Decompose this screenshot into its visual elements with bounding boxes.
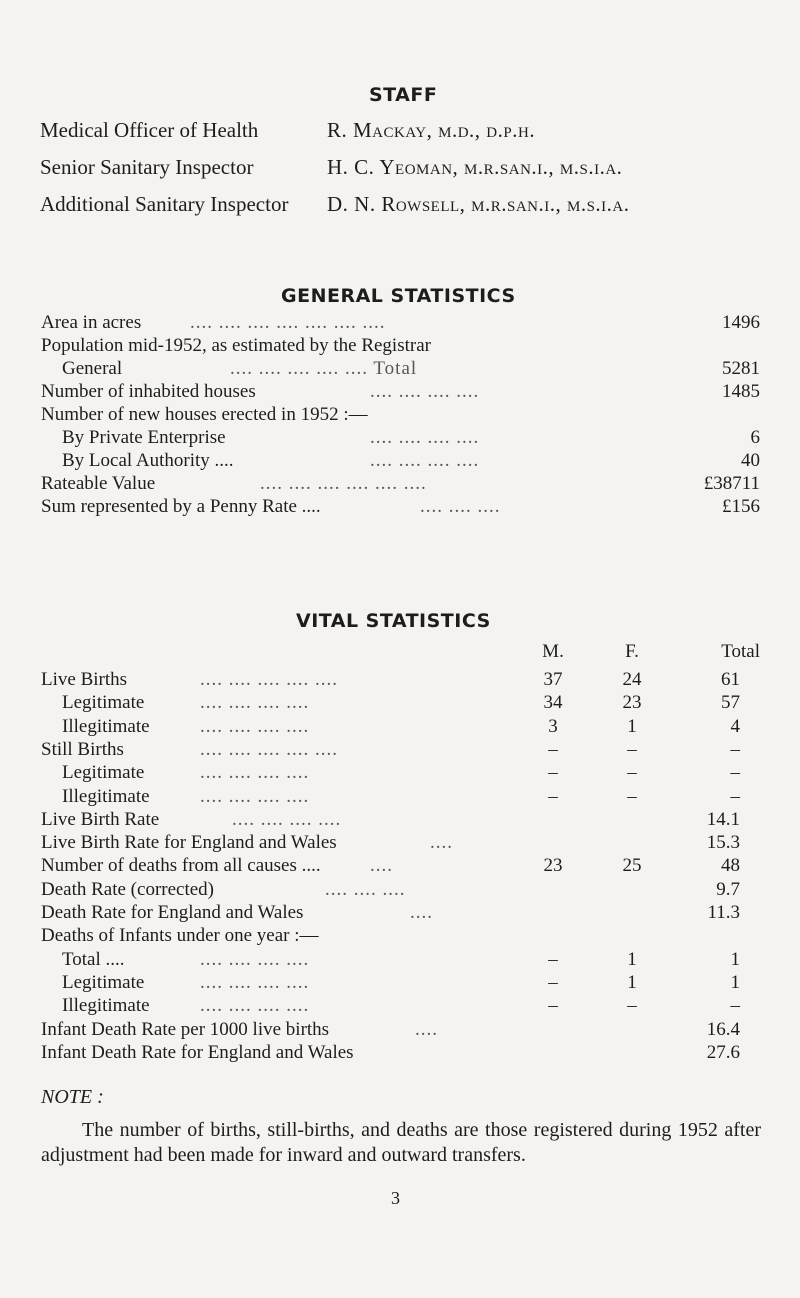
vital-row-label: Infant Death Rate per 1000 live births (41, 1018, 330, 1040)
stat-label: Sum represented by a Penny Rate .... (41, 496, 321, 517)
staff-role: Additional Sanitary Inspector (40, 192, 289, 216)
stat-value: 5281 (722, 358, 760, 379)
vital-row-label: Legitimate (62, 692, 145, 714)
vital-cell-f: 25 (622, 855, 642, 877)
vital-cell-f: 24 (622, 669, 642, 690)
staff-role: Senior Sanitary Inspector (40, 155, 254, 179)
vital-row-label: Number of deaths from all causes .... (41, 855, 321, 877)
stat-label: By Local Authority .... (62, 450, 234, 471)
stat-value: 6 (750, 427, 760, 448)
dot-leader: .... .... .... .... (232, 808, 342, 830)
column-header-total: Total (721, 641, 760, 662)
vital-cell-total: 1 (730, 971, 740, 993)
page-number: 3 (391, 1188, 400, 1208)
vital-cell-m: 34 (543, 692, 563, 714)
vital-row-label: Live Birth Rate for England and Wales (41, 832, 337, 854)
stat-value: £156 (722, 496, 760, 517)
vital-cell-total: – (730, 738, 740, 760)
note-text: The number of births, still-births, and deaths are those registered during 1952 after adjustment had been made for inward and outward transfers. (41, 1119, 761, 1166)
stat-label: Number of inhabited houses (41, 381, 256, 402)
stat-label: Number of new houses erected in 1952 :— (41, 404, 368, 425)
dot-leader: .... (430, 832, 453, 854)
vital-cell-total: 15.3 (706, 832, 740, 854)
vital-row-label: Still Births (41, 738, 124, 760)
vital-cell-f: 1 (627, 971, 637, 993)
vital-cell-m: – (548, 762, 558, 784)
stat-value: 40 (741, 450, 760, 471)
vital-cell-m: – (548, 995, 558, 1017)
vital-row-label: Death Rate for England and Wales (41, 902, 304, 923)
stat-label: Rateable Value (41, 473, 156, 494)
vital-row-label: Illegitimate (62, 715, 150, 737)
dot-leader: .... .... .... (325, 878, 406, 900)
stat-value: 1496 (722, 312, 760, 333)
note-label: NOTE : (41, 1086, 104, 1108)
vital-row-label: Total .... (62, 948, 125, 970)
vital-cell-total: 61 (721, 669, 740, 690)
vital-row-label: Legitimate (62, 971, 145, 993)
dot-leader: .... .... .... .... (200, 785, 310, 807)
vital-cell-total: – (730, 762, 740, 784)
stat-label: Area in acres (41, 312, 142, 333)
dot-leader: .... .... .... .... (200, 971, 310, 993)
vital-row-label: Live Births (41, 669, 128, 690)
dot-leader: .... .... .... .... (200, 948, 310, 970)
vital-cell-f: – (627, 995, 637, 1017)
dot-leader: .... .... .... .... (370, 450, 480, 471)
dot-leader: .... .... .... .... (200, 715, 310, 737)
vital-cell-f: – (627, 762, 637, 784)
vital-cell-m: – (548, 738, 558, 760)
dot-leader: .... .... .... .... .... (200, 669, 338, 690)
dot-leader: .... .... .... .... (200, 692, 310, 714)
vital-cell-f: – (627, 738, 637, 760)
vital-cell-total: 1 (730, 948, 740, 970)
staff-name: R. Mackay, m.d., d.p.h. (327, 118, 536, 142)
vital-cell-total: 14.1 (706, 808, 740, 830)
stat-label: By Private Enterprise (62, 427, 226, 448)
general-statistics-heading: GENERAL STATISTICS (281, 285, 516, 307)
stat-value: 1485 (722, 381, 760, 402)
staff-role: Medical Officer of Health (40, 118, 259, 142)
column-header-f: F. (625, 641, 639, 662)
vital-row-label: Deaths of Infants under one year :— (41, 925, 319, 947)
stat-value: £38711 (703, 473, 760, 494)
vital-row-label: Death Rate (corrected) (41, 878, 215, 900)
dot-leader: .... (410, 902, 433, 923)
dot-leader: .... .... .... .... (200, 762, 310, 784)
vital-row-label: Illegitimate (62, 785, 150, 807)
vital-cell-total: 57 (721, 692, 740, 714)
vital-cell-total: 11.3 (707, 902, 740, 923)
dot-leader: .... .... .... .... (370, 427, 480, 448)
vital-cell-total: 27.6 (706, 1041, 740, 1063)
stat-label: General (62, 358, 123, 379)
dot-leader: .... .... .... .... .... .... (260, 473, 427, 494)
vital-cell-m: 23 (543, 855, 563, 877)
vital-cell-f: 23 (622, 692, 642, 714)
vital-cell-m: – (548, 971, 558, 993)
vital-cell-total: – (730, 785, 740, 807)
vital-row-label: Illegitimate (62, 995, 150, 1017)
stat-label: Population mid-1952, as estimated by the Registrar (41, 335, 431, 356)
vital-statistics-heading: VITAL STATISTICS (296, 610, 491, 632)
dot-leader: .... .... .... .... .... Total (230, 358, 418, 379)
vital-cell-f: – (627, 785, 637, 807)
dot-leader: .... (415, 1018, 438, 1040)
vital-cell-f: 1 (627, 948, 637, 970)
vital-cell-total: 16.4 (706, 1018, 740, 1040)
staff-name: D. N. Rowsell, m.r.san.i., m.s.i.a. (327, 192, 630, 216)
dot-leader: .... (370, 855, 393, 877)
vital-cell-m: 37 (543, 669, 563, 690)
staff-heading: STAFF (369, 84, 438, 106)
column-header-m: M. (542, 641, 564, 662)
vital-cell-total: 9.7 (716, 878, 740, 900)
dot-leader: .... .... .... .... .... (200, 738, 338, 760)
vital-cell-total: 4 (730, 715, 740, 737)
vital-cell-m: 3 (548, 715, 558, 737)
vital-cell-total: 48 (721, 855, 740, 877)
vital-cell-m: – (548, 948, 558, 970)
dot-leader: .... .... .... .... (370, 381, 480, 402)
dot-leader: .... .... .... .... .... .... .... (190, 312, 386, 333)
vital-row-label: Infant Death Rate for England and Wales (41, 1041, 354, 1063)
staff-name: H. C. Yeoman, m.r.san.i., m.s.i.a. (327, 155, 623, 179)
vital-row-label: Legitimate (62, 762, 145, 784)
dot-leader: .... .... .... .... (200, 995, 310, 1017)
vital-cell-m: – (548, 785, 558, 807)
vital-cell-f: 1 (627, 715, 637, 737)
dot-leader: .... .... .... (420, 496, 501, 517)
vital-row-label: Live Birth Rate (41, 808, 160, 830)
vital-cell-total: – (730, 995, 740, 1017)
